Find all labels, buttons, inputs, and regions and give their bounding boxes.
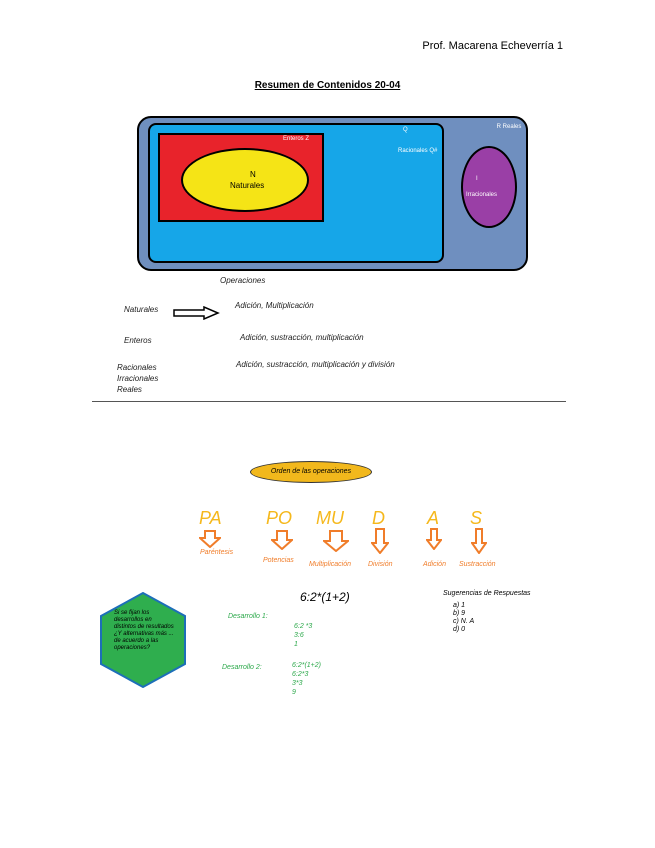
desarrollo-2-line: 9 xyxy=(292,689,296,696)
order-pill: Orden de las operaciones xyxy=(250,461,372,483)
naturales-set xyxy=(181,148,309,212)
desarrollo-2-label: Desarrollo 2: xyxy=(222,664,262,671)
letter-po: PO xyxy=(266,508,293,528)
desarrollo-1-line: 6:2 *3 xyxy=(294,623,313,630)
label-adicion: Adición xyxy=(423,561,446,568)
arrow-down-icon xyxy=(471,528,487,554)
answer-option: d) 0 xyxy=(453,626,466,633)
arrow-down-icon xyxy=(323,530,349,552)
operations-ops-3: Adición, sustracción, multiplicación y división xyxy=(236,360,395,369)
letter-mu: MU xyxy=(316,508,344,528)
racionales-symbol: Q xyxy=(403,127,408,133)
author-header: Prof. Macarena Echeverría 1 xyxy=(422,40,563,52)
arrow-down-icon xyxy=(199,530,221,548)
irracionales-set xyxy=(461,146,517,228)
operations-heading: Operaciones xyxy=(220,276,266,285)
desarrollo-2-line: 6:2*(1+2) xyxy=(292,662,321,669)
reales-label: R Reales xyxy=(496,124,522,130)
operations-ops-2: Adición, sustracción, multiplicación xyxy=(240,333,364,342)
answer-option: b) 9 xyxy=(453,610,466,617)
letter-a: A xyxy=(427,508,440,528)
naturales-label: Naturales xyxy=(230,181,265,190)
letter-s: S xyxy=(470,508,483,528)
operations-set-2: Enteros xyxy=(124,336,152,345)
label-multiplicacion: Multiplicación xyxy=(309,561,352,568)
irracionales-symbol: I xyxy=(476,176,478,182)
naturales-symbol: N xyxy=(250,170,256,179)
answer-option: a) 1 xyxy=(453,602,466,609)
arrow-right-icon xyxy=(172,306,220,320)
answers-heading: Sugerencias de Respuestas xyxy=(443,590,531,597)
desarrollo-2-line: 6:2*3 xyxy=(292,671,309,678)
label-parentesis: Paréntesis xyxy=(200,549,234,556)
racionales-label: Racionales Q# xyxy=(398,148,438,154)
label-division: División xyxy=(368,561,393,568)
desarrollo-1-label: Desarrollo 1: xyxy=(228,613,268,620)
arrow-down-icon xyxy=(426,528,442,550)
operations-set-1: Naturales xyxy=(124,305,159,314)
desarrollo-1-line: 1 xyxy=(294,641,298,648)
desarrollo-1-line: 3:6 xyxy=(294,632,304,639)
hexagon-text: Si se fijan los desarrollos en distintos de resultados ¿Y alternativas más ... de acuerdo a las operaciones? xyxy=(114,610,174,651)
desarrollo-2-line: 3*3 xyxy=(292,680,303,687)
label-sustraccion: Sustracción xyxy=(459,561,496,568)
letter-pa: PA xyxy=(199,508,222,528)
page-title: Resumen de Contenidos 20-04 xyxy=(254,80,401,91)
math-expression: 6:2*(1+2) xyxy=(300,590,350,604)
section-divider xyxy=(92,401,566,402)
answer-option: c) N. A xyxy=(453,618,475,625)
arrow-down-icon xyxy=(271,530,293,550)
letter-d: D xyxy=(372,508,385,528)
operations-ops-1: Adición, Multiplicación xyxy=(235,301,314,310)
arrow-down-icon xyxy=(371,528,389,554)
operations-set-3: Racionales Irracionales Reales xyxy=(117,363,159,394)
label-potencias: Potencias xyxy=(263,557,294,564)
irracionales-label: Irracionales xyxy=(466,192,498,198)
enteros-label: Enteros Z xyxy=(283,136,310,142)
